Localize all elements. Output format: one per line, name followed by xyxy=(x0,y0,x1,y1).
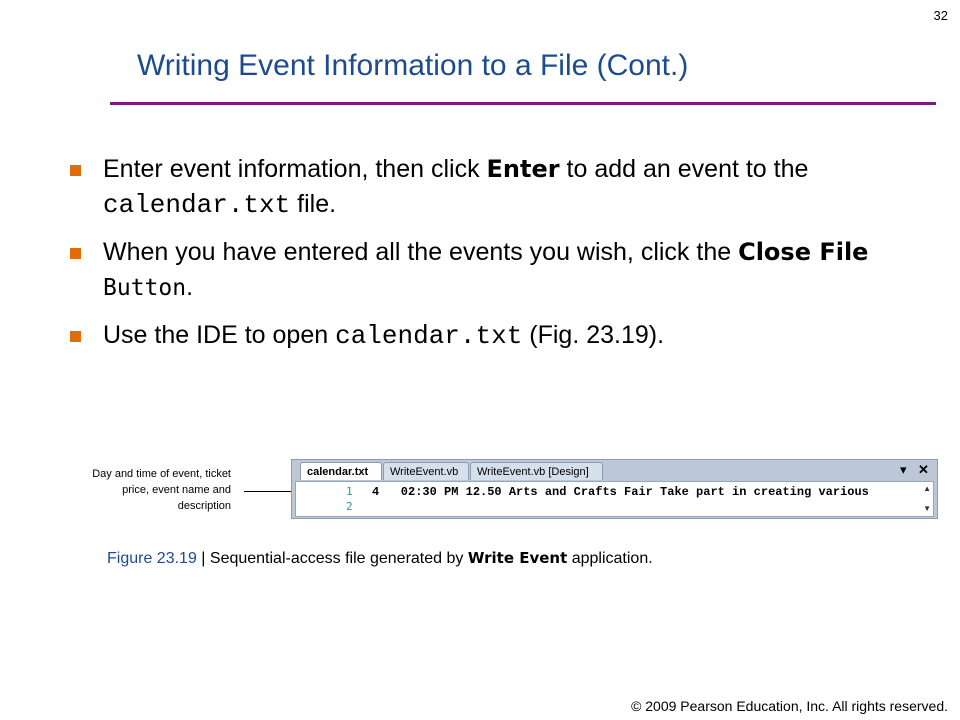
bullet-list xyxy=(70,152,930,366)
bullet-marker xyxy=(70,165,81,176)
bullet-close-file xyxy=(70,235,930,306)
code-editor[interactable] xyxy=(295,481,934,517)
title-divider xyxy=(110,102,936,105)
scroll-up-icon[interactable]: ▲ xyxy=(923,484,931,493)
dropdown-arrow-icon[interactable]: ▾ xyxy=(900,462,907,477)
bullet-text: When you have entered all the events you wish, click the xyxy=(103,238,739,266)
bullet-marker xyxy=(70,331,81,342)
line-number: 2 xyxy=(346,500,353,513)
button-code: Button xyxy=(103,275,187,301)
close-file-keyword: Close File xyxy=(738,238,869,266)
bullet-text: file. xyxy=(290,190,337,218)
scroll-down-icon[interactable]: ▼ xyxy=(923,504,931,513)
bullet-marker xyxy=(70,248,81,259)
figure-number: Figure 23.19 xyxy=(107,550,197,567)
filename-code: calendar.txt xyxy=(103,190,291,220)
tab-calendar-txt[interactable]: calendar.txt xyxy=(300,462,382,480)
copyright-footer: © 2009 Pearson Education, Inc. All rights reserved. xyxy=(631,698,948,714)
close-icon[interactable]: ✕ xyxy=(918,462,929,477)
bullet-text: Enter event information, then click xyxy=(103,155,487,183)
slide-title: Writing Event Information to a File (Cont.) xyxy=(137,49,689,82)
figure-caption xyxy=(107,549,867,568)
code-line: 4 02:30 PM 12.50 Arts and Crafts Fair Take part in creating various xyxy=(372,485,869,499)
caption-text: Sequential-access file generated by xyxy=(209,550,468,567)
callout-label: Day and time of event, ticket price, event name and description xyxy=(92,468,231,512)
tab-writeevent-vb[interactable]: WriteEvent.vb xyxy=(383,462,469,480)
bullet-text: Use the IDE to open xyxy=(103,321,336,349)
caption-separator: | xyxy=(196,550,210,567)
ide-editor-window xyxy=(291,459,938,519)
page-number: 32 xyxy=(933,8,948,23)
bullet-text: to add an event to the xyxy=(559,155,809,183)
bullet-open-ide xyxy=(70,318,930,354)
bullet-text: . xyxy=(186,273,194,301)
enter-keyword: Enter xyxy=(486,155,560,183)
filename-code: calendar.txt xyxy=(335,321,523,351)
tab-writeevent-design[interactable]: WriteEvent.vb [Design] xyxy=(470,462,603,480)
bullet-enter-info xyxy=(70,152,930,223)
caption-app-name: Write Event xyxy=(467,549,568,567)
line-number: 1 xyxy=(346,485,353,498)
bullet-text: (Fig. 23.19). xyxy=(522,321,665,349)
tab-strip xyxy=(292,460,937,480)
caption-text: application. xyxy=(567,550,653,567)
